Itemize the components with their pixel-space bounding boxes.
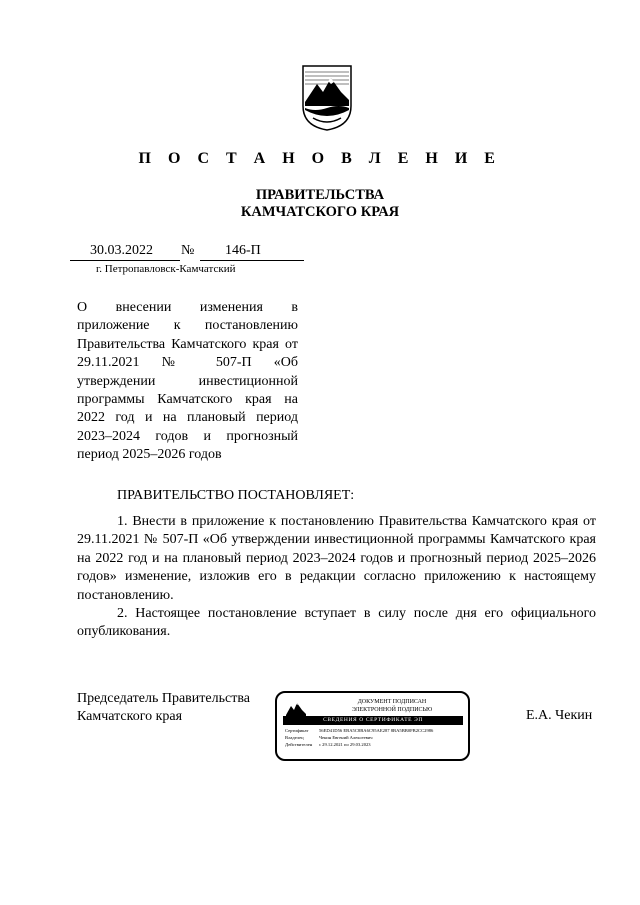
stamp-row bbox=[285, 734, 465, 741]
paragraph-2: 2. Настоящее постановление вступает в силу после дня его официального опубликования. bbox=[77, 606, 596, 640]
stamp-row-key: Сертификат bbox=[285, 728, 309, 733]
date-underline bbox=[70, 260, 180, 261]
stamp-row-value: с 29.12.2021 по 29.03.2023 bbox=[319, 742, 371, 747]
number-sign: № bbox=[181, 243, 195, 258]
document-body bbox=[77, 513, 596, 642]
city-label: г. Петропавловск-Камчатский bbox=[96, 263, 236, 275]
issuer-title bbox=[0, 187, 640, 221]
number-underline bbox=[200, 260, 304, 261]
signatory-position-line-2: Камчатского края bbox=[77, 709, 183, 725]
stamp-certificate-bar: СВЕДЕНИЯ О СЕРТИФИКАТЕ ЭП bbox=[283, 716, 463, 725]
stamp-details bbox=[285, 727, 465, 748]
stamp-row-key: Владелец bbox=[285, 735, 304, 740]
issuer-line-1: ПРАВИТЕЛЬСТВА bbox=[255, 187, 385, 203]
stamp-row-value: 56ED41D56 EBA5C8BA6C95AE287 8BA5BB0FB2CC2986 bbox=[319, 728, 434, 733]
signatory-position bbox=[77, 690, 250, 727]
stamp-heading-line-1: ДОКУМЕНТ ПОДПИСАН bbox=[357, 699, 427, 705]
stamp-heading bbox=[317, 698, 467, 714]
document-type-title: П О С Т А Н О В Л Е Н И Е bbox=[138, 150, 502, 167]
stamp-row bbox=[285, 727, 465, 734]
document-subject: О внесении изменения в приложение к постановлению Правительства Камчатского края от 29.11.2021 № 507-П «Об утверждении инвестиционной программы Камчатского края на 2022 год и на плановый период 2023–2024 годов и прогнозный период 2025–2026 годов bbox=[77, 300, 298, 463]
issuer-line-2: КАМЧАТСКОГО КРАЯ bbox=[240, 204, 400, 220]
document-date: 30.03.2022 bbox=[90, 243, 153, 258]
kamchatka-emblem-icon bbox=[301, 62, 353, 132]
electronic-signature-stamp bbox=[275, 691, 470, 761]
paragraph-1: 1. Внести в приложение к постановлению Правительства Камчатского края от 29.11.2021 № 507-П «Об утверждении инвестиционной программы Камчатского края на 2022 год и на плановый период 2023–2024 годов и прогнозный период 2025–2026 годов» изменение, изложив его в редакции согласно приложению к настоящему постановлению. bbox=[77, 514, 596, 603]
stamp-heading-line-2: ЭЛЕКТРОННОЙ ПОДПИСЬЮ bbox=[351, 707, 433, 713]
signatory-position-line-1: Председатель Правительства bbox=[77, 691, 250, 706]
document-number: 146-П bbox=[225, 243, 261, 258]
stamp-row bbox=[285, 741, 465, 748]
stamp-row-value: Чекин Евгений Алексеевич bbox=[319, 735, 373, 740]
stamp-row-key: Действителен bbox=[285, 742, 313, 747]
decree-heading: ПРАВИТЕЛЬСТВО ПОСТАНОВЛЯЕТ: bbox=[117, 488, 355, 503]
signatory-name: Е.А. Чекин bbox=[526, 708, 593, 723]
